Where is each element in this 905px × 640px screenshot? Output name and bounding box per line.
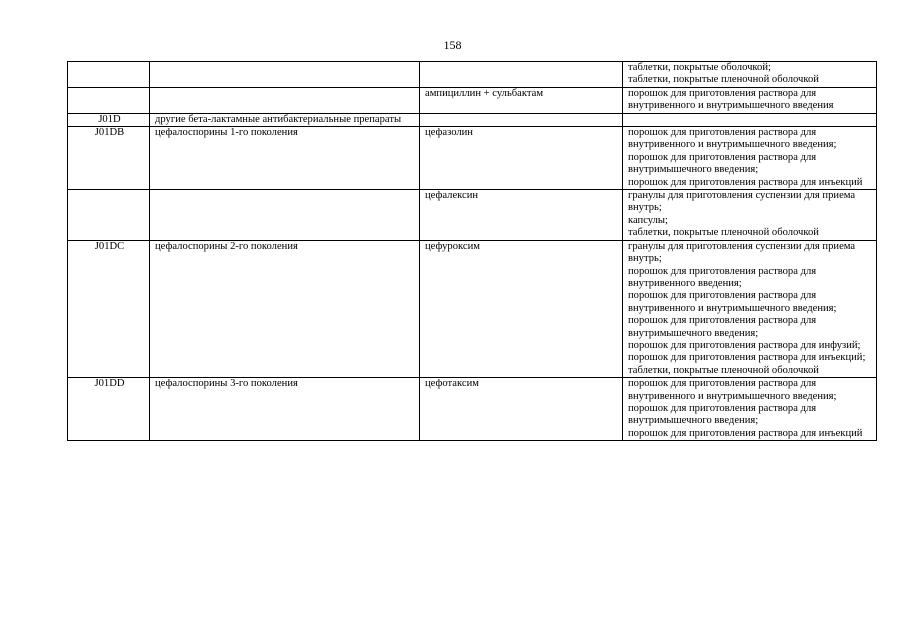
dosage-form: порошок для приготовления раствора для внутривенного и внутримышечного введения; [628, 127, 837, 151]
dosage-forms [623, 87, 877, 113]
group-name: цефалоспорины 3-го поколения [150, 378, 420, 441]
drug-name: цефотаксим [420, 378, 623, 441]
dosage-forms [623, 190, 877, 241]
atc-code [68, 87, 150, 113]
dosage-form: таблетки, покрытые пленочной оболочкой [628, 74, 819, 86]
drug-name [420, 113, 623, 126]
dosage-form: таблетки, покрытые оболочкой; [628, 62, 771, 73]
dosage-form: порошок для приготовления раствора для внутримышечного введения; [628, 402, 817, 427]
atc-code [68, 62, 150, 88]
dosage-form: порошок для приготовления раствора для внутримышечного введения; [628, 315, 817, 339]
drug-table [67, 61, 877, 441]
dosage-forms [623, 113, 877, 126]
group-name: цефалоспорины 1-го поколения [150, 127, 420, 190]
dosage-form: таблетки, покрытые пленочной оболочкой [628, 364, 819, 376]
dosage-forms [623, 62, 877, 88]
table-row [68, 240, 877, 377]
dosage-forms [623, 127, 877, 190]
atc-code: J01DD [68, 378, 150, 441]
drug-name: цефазолин [420, 127, 623, 190]
group-name [150, 190, 420, 241]
dosage-form: порошок для приготовления раствора для инфузий; [628, 339, 861, 351]
dosage-form: порошок для приготовления раствора для внутривенного и внутримышечного введения; [628, 290, 837, 314]
dosage-form: гранулы для приготовления суспензии для приема внутрь; [628, 240, 856, 265]
dosage-form: таблетки, покрытые пленочной оболочкой [628, 227, 819, 239]
drug-name [420, 62, 623, 88]
dosage-form: порошок для приготовления раствора для инъекций; [628, 352, 866, 364]
dosage-form: порошок для приготовления раствора для внутримышечного введения; [628, 151, 817, 176]
dosage-form: гранулы для приготовления суспензии для приема внутрь; [628, 190, 856, 214]
table-row [68, 378, 877, 441]
group-name: цефалоспорины 2-го поколения [150, 240, 420, 377]
dosage-form: порошок для приготовления раствора для внутривенного и внутримышечного введения [628, 87, 834, 112]
dosage-form: порошок для приготовления раствора для инъекций [628, 176, 863, 188]
dosage-form: порошок для приготовления раствора для инъекций [628, 427, 863, 439]
dosage-form: порошок для приготовления раствора для внутривенного и внутримышечного введения; [628, 378, 837, 402]
atc-code: J01DB [68, 127, 150, 190]
drug-name: ампициллин + сульбактам [420, 87, 623, 113]
table-row [68, 62, 877, 88]
group-name [150, 87, 420, 113]
page-number: 158 [443, 38, 462, 52]
table-row [68, 113, 877, 126]
dosage-forms [623, 378, 877, 441]
drug-name: цефалексин [420, 190, 623, 241]
group-name: другие бета-лактамные антибактериальные препараты [150, 113, 420, 126]
dosage-forms [623, 240, 877, 377]
group-name [150, 62, 420, 88]
table-row [68, 87, 877, 113]
dosage-form: капсулы; [628, 214, 668, 226]
atc-code: J01DC [68, 240, 150, 377]
dosage-form: порошок для приготовления раствора для внутривенного введения; [628, 265, 817, 289]
atc-code [68, 190, 150, 241]
atc-code: J01D [68, 113, 150, 126]
drug-name: цефуроксим [420, 240, 623, 377]
table-row [68, 127, 877, 190]
table-row [68, 190, 877, 241]
